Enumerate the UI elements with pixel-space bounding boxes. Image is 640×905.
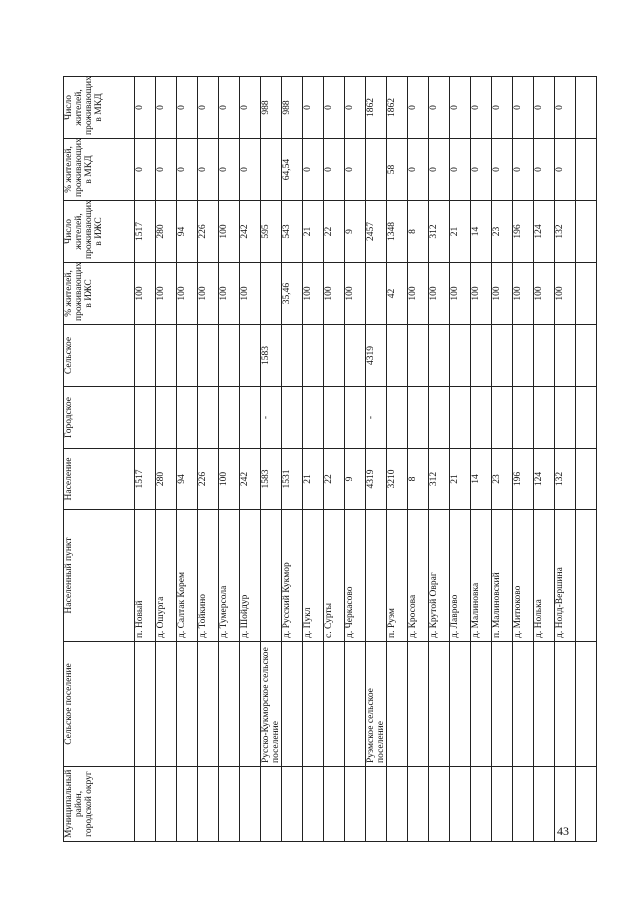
column-header: % жителей, проживающих в МКД [64,139,135,201]
table-row [282,77,303,842]
table-cell [156,767,177,842]
table-cell: 9 [345,201,366,263]
table-cell: 1862 [366,77,387,139]
table-cell [219,642,240,767]
table-cell: 0 [177,77,198,139]
table-row [450,77,471,842]
table-cell: д. Кросова [408,510,429,642]
table-cell [576,325,597,387]
table-cell [366,510,387,642]
table-cell: 100 [135,263,156,325]
table-cell: д. Нолд-Вершина [555,510,576,642]
table-cell [555,325,576,387]
table-cell: 0 [135,77,156,139]
table-cell: 280 [156,201,177,263]
table-cell: 23 [492,449,513,510]
table-row [366,77,387,842]
table-cell: 0 [408,77,429,139]
table-cell [576,510,597,642]
table-cell: 0 [303,139,324,201]
table-row [303,77,324,842]
table-cell: 312 [429,449,450,510]
table-cell: 14 [471,201,492,263]
column-header: Городское [64,387,135,449]
table-cell: д. Шойдур [240,510,261,642]
table-cell [345,325,366,387]
table-cell [345,767,366,842]
table-cell [576,201,597,263]
table-cell [345,642,366,767]
table-cell: 0 [450,77,471,139]
table-cell [177,767,198,842]
table-cell: 0 [429,139,450,201]
table-cell [240,642,261,767]
table-cell [450,767,471,842]
table-cell: 1348 [387,201,408,263]
column-header: Сельское [64,325,135,387]
column-header: Число жителей, проживающих в ИЖС [64,201,135,263]
table-cell: 100 [219,201,240,263]
table-row [492,77,513,842]
table-row [198,77,219,842]
table-cell: 0 [471,77,492,139]
table-cell: Руэмское сельское поселение [366,642,387,767]
table-cell: 3210 [387,449,408,510]
table-cell: 94 [177,201,198,263]
column-header: Население [64,449,135,510]
table-cell [387,325,408,387]
table-cell: 0 [555,77,576,139]
table-cell: д. Русский Кукмор [282,510,303,642]
table-cell: 21 [303,201,324,263]
table-cell [576,387,597,449]
table-cell [576,77,597,139]
table-cell [261,767,282,842]
column-header: Населенный пункт [64,510,135,642]
table-cell: 21 [450,201,471,263]
table-cell: 0 [345,77,366,139]
table-cell: 1583 [261,449,282,510]
table-row [513,77,534,842]
table-cell [177,387,198,449]
table-cell: 35,46 [282,263,303,325]
table-cell: 988 [261,77,282,139]
table-cell [345,387,366,449]
table-cell [450,325,471,387]
table-row [471,77,492,842]
table-cell [177,642,198,767]
table-cell: 58 [387,139,408,201]
table-cell: 100 [303,263,324,325]
table-cell: 0 [177,139,198,201]
table-cell [513,642,534,767]
table-cell: 595 [261,201,282,263]
table-cell: 988 [282,77,303,139]
table-cell [555,387,576,449]
table-cell: 4319 [366,449,387,510]
table-cell [513,387,534,449]
table-cell [492,642,513,767]
table-cell [576,139,597,201]
table-cell: 22 [324,449,345,510]
table-cell [219,767,240,842]
table-cell: 312 [429,201,450,263]
column-header: Сельское поселение [64,642,135,767]
table-cell: 0 [156,139,177,201]
table-row [534,77,555,842]
table-cell [429,642,450,767]
table-cell [303,767,324,842]
table-cell: 21 [450,449,471,510]
table-cell [282,767,303,842]
table-cell [555,767,576,842]
table-cell [240,767,261,842]
table-cell: д. Крутой Овраг [429,510,450,642]
table-row [387,77,408,842]
table-cell: 0 [219,139,240,201]
table-cell [492,767,513,842]
table-cell [408,387,429,449]
table-cell: 94 [177,449,198,510]
table-cell: 0 [471,139,492,201]
table-cell [429,387,450,449]
table-cell: 1517 [135,449,156,510]
table-cell [492,387,513,449]
table-cell: 124 [534,449,555,510]
table-cell: д. Нолька [534,510,555,642]
table-cell: 0 [345,139,366,201]
table-cell [366,263,387,325]
table-cell: 100 [450,263,471,325]
table-cell [324,642,345,767]
table-cell [219,325,240,387]
table-cell [471,387,492,449]
table-cell: 226 [198,449,219,510]
table-cell: 100 [156,263,177,325]
table-cell: 543 [282,201,303,263]
table-cell [471,325,492,387]
column-header: % жителей, проживающих в ИЖС [64,263,135,325]
table-row [408,77,429,842]
table-cell: 0 [198,139,219,201]
table-cell: 100 [471,263,492,325]
table-cell [282,387,303,449]
table-cell [324,767,345,842]
table-cell: 22 [324,201,345,263]
table-cell: 100 [429,263,450,325]
table-cell [261,263,282,325]
table-cell: 64,54 [282,139,303,201]
table-cell [450,387,471,449]
table-cell [513,325,534,387]
table-cell: 0 [429,77,450,139]
table-cell: Русско-Кукморское сельское поселение [261,642,282,767]
table-cell: 100 [177,263,198,325]
table-cell [366,139,387,201]
table-row [240,77,261,842]
table-cell: 0 [324,77,345,139]
table-cell [219,387,240,449]
table-cell: 100 [492,263,513,325]
table-cell [324,387,345,449]
table-cell: 226 [198,201,219,263]
table-cell: п. Новый [135,510,156,642]
table-cell: 0 [303,77,324,139]
table-cell [135,767,156,842]
table-cell [198,767,219,842]
table-cell: 124 [534,201,555,263]
table-cell: 9 [345,449,366,510]
table-cell [324,325,345,387]
table-cell: п. Руэм [387,510,408,642]
table-cell: п. Малиновский [492,510,513,642]
table-cell: 100 [324,263,345,325]
table-cell [282,325,303,387]
table-cell [534,642,555,767]
table-cell [198,642,219,767]
table-cell: 0 [198,77,219,139]
table-cell [576,767,597,842]
table-cell: 132 [555,449,576,510]
table-cell: 100 [219,449,240,510]
table-cell [261,139,282,201]
table-cell [408,642,429,767]
table-cell: 100 [345,263,366,325]
table-cell: 8 [408,201,429,263]
table-cell: 0 [324,139,345,201]
table-cell [429,767,450,842]
table-cell [177,325,198,387]
table-row [429,77,450,842]
table-cell [156,387,177,449]
column-header: Муниципальный район, городской округ [64,767,135,842]
table-cell: 0 [534,139,555,201]
column-header: Число жителей, проживающих в МКД [64,77,135,139]
table-cell [261,510,282,642]
table-cell [135,387,156,449]
table-cell: 2457 [366,201,387,263]
table-cell [429,325,450,387]
table-cell: д. Тумерсола [219,510,240,642]
table-cell: д. Черкасово [345,510,366,642]
table-cell: 0 [450,139,471,201]
table-cell [471,767,492,842]
table-cell: 100 [534,263,555,325]
table-cell: 100 [240,263,261,325]
table-cell: д. Пукл [303,510,324,642]
table-cell: 242 [240,201,261,263]
table-cell [303,642,324,767]
table-cell: 196 [513,201,534,263]
table-header-row [64,77,135,842]
table-cell: 14 [471,449,492,510]
table-cell [534,325,555,387]
table-cell: 8 [408,449,429,510]
table-cell: 100 [219,263,240,325]
table-cell: 0 [513,77,534,139]
table-cell: 0 [534,77,555,139]
table-cell: д. Малиновка [471,510,492,642]
table-cell: 196 [513,449,534,510]
table-row [555,77,576,842]
table-row [345,77,366,842]
table-cell: 100 [198,263,219,325]
rotated-table-wrapper [63,76,565,842]
table-cell [492,325,513,387]
table-cell [513,767,534,842]
table-cell [240,387,261,449]
table-row [576,77,597,842]
table-cell [198,325,219,387]
table-cell: д. Салтак Корем [177,510,198,642]
settlement-population-table [63,76,597,842]
table-cell [450,642,471,767]
table-cell [282,642,303,767]
table-cell: 0 [219,77,240,139]
table-cell: 280 [156,449,177,510]
table-cell: 4319 [366,325,387,387]
table-cell: 100 [555,263,576,325]
table-cell: 132 [555,201,576,263]
table-cell [156,642,177,767]
table-row [135,77,156,842]
table-cell: 0 [240,139,261,201]
table-cell [387,642,408,767]
table-row [261,77,282,842]
table-cell: - [366,387,387,449]
table-cell: 0 [135,139,156,201]
table-cell: д. Ошурга [156,510,177,642]
page-number: 43 [557,824,569,838]
table-cell: - [261,387,282,449]
table-cell: 0 [492,77,513,139]
table-cell [303,325,324,387]
table-cell: 100 [513,263,534,325]
table-cell [576,642,597,767]
table-cell [576,449,597,510]
table-row [177,77,198,842]
table-cell: 42 [387,263,408,325]
table-cell: 1531 [282,449,303,510]
table-cell: 0 [513,139,534,201]
table-cell: 1517 [135,201,156,263]
table-cell: с. Сурты [324,510,345,642]
table-cell [387,767,408,842]
table-cell: 0 [555,139,576,201]
table-cell: 1862 [387,77,408,139]
table-row [156,77,177,842]
table-cell: 0 [240,77,261,139]
table-cell [408,767,429,842]
table-cell: 21 [303,449,324,510]
table-cell: 0 [156,77,177,139]
table-cell [135,325,156,387]
table-row [324,77,345,842]
table-cell [198,387,219,449]
table-cell [555,642,576,767]
table-cell: 0 [492,139,513,201]
table-cell: 100 [408,263,429,325]
table-cell [534,767,555,842]
table-cell [576,263,597,325]
table-body [135,77,597,842]
table-cell: 1583 [261,325,282,387]
table-cell: 0 [408,139,429,201]
table-cell: д. Тойкино [198,510,219,642]
table-row [219,77,240,842]
table-cell [366,767,387,842]
table-cell [156,325,177,387]
table-cell [471,642,492,767]
table-cell [387,387,408,449]
table-cell [303,387,324,449]
table-cell: д. Лаврово [450,510,471,642]
table-cell: д. Митюково [513,510,534,642]
table-cell [408,325,429,387]
table-cell [534,387,555,449]
table-cell [240,325,261,387]
table-cell [135,642,156,767]
table-cell: 242 [240,449,261,510]
table-cell: 23 [492,201,513,263]
